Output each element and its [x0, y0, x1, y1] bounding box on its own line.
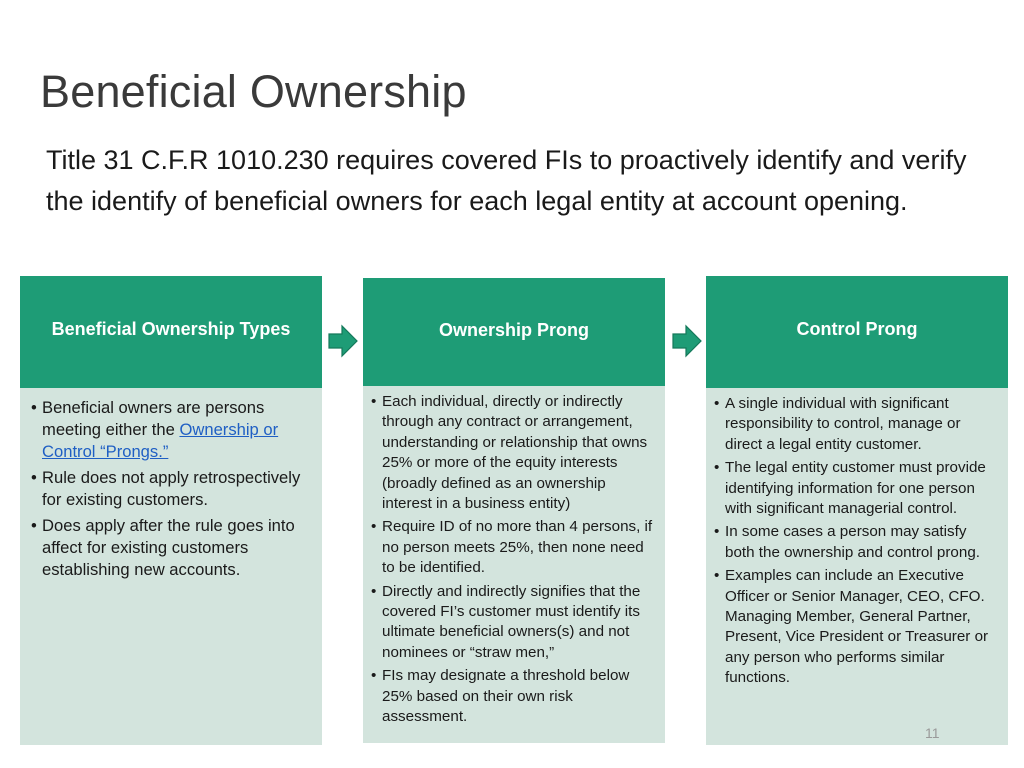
- ownership-link[interactable]: Ownership: [179, 420, 259, 439]
- types-header: [20, 276, 322, 388]
- types-bullet: • Does apply after the rule goes into affect for existing customers establishing new accounts.: [31, 515, 314, 581]
- control-bullet: • The legal entity customer must provide identifying information for one person with significant managerial control.: [714, 458, 1000, 519]
- ownership-bullet: • Each individual, directly or indirectly through any contract or arrangement, understanding or relationship that owns 25% or more of the equity interests (broadly defined as an ownership interest in a business entity): [371, 392, 657, 514]
- control-header: [706, 276, 1008, 388]
- control-bullet: • A single individual with significant responsibility to control, manage or direct a legal entity customer.: [714, 394, 1000, 455]
- control-body: [706, 388, 1008, 745]
- control-bullet: • In some cases a person may satisfy both the ownership and control prong.: [714, 522, 1000, 563]
- control-header-label: Control Prong: [796, 318, 918, 339]
- types-bullet: • Rule does not apply retrospectively for existing customers.: [31, 467, 314, 511]
- control-prongs-link[interactable]: Control “Prongs.”: [42, 442, 169, 461]
- ownership-bullet-list: [363, 386, 665, 728]
- right-arrow-icon: [672, 324, 702, 358]
- control-bullet-list: [706, 388, 1008, 689]
- ownership-body: [363, 386, 665, 743]
- ownership-bullet: • FIs may designate a threshold below 25% based on their own risk assessment.: [371, 666, 657, 727]
- slide-title: Beneficial Ownership: [40, 66, 467, 117]
- types-bullet-list: [20, 388, 322, 581]
- ownership-bullet: • Require ID of no more than 4 persons, if no person meets 25%, then none need to be identified.: [371, 517, 657, 578]
- control-column: [706, 276, 1008, 745]
- types-column: [20, 276, 322, 745]
- types-header-label: Beneficial Ownership Types: [51, 318, 291, 339]
- ownership-header: [363, 278, 665, 386]
- types-bullet-text: Beneficial owners are persons meeting either the: [42, 398, 265, 439]
- control-bullet: • Examples can include an Executive Officer or Senior Manager, CEO, CFO. Managing Member, General Partner, Present, Vice President or Treasurer or any person who performs similar functions.: [714, 566, 1000, 688]
- slide-subtitle: Title 31 C.F.R 1010.230 requires covered FIs to proactively identify and verify the identify of beneficial owners for each legal entity at account opening.: [46, 145, 967, 216]
- types-body: [20, 388, 322, 745]
- ownership-bullet: • Directly and indirectly signifies that the covered FI’s customer must identify its ultimate beneficial owners(s) and not nominees or “straw men,”: [371, 582, 657, 664]
- types-bullet: [31, 397, 314, 463]
- page-number: 11: [925, 725, 940, 741]
- right-arrow-icon: [328, 324, 358, 358]
- link-separator[interactable]: or: [258, 420, 279, 439]
- ownership-header-label: Ownership Prong: [438, 319, 589, 340]
- ownership-column: [363, 278, 665, 743]
